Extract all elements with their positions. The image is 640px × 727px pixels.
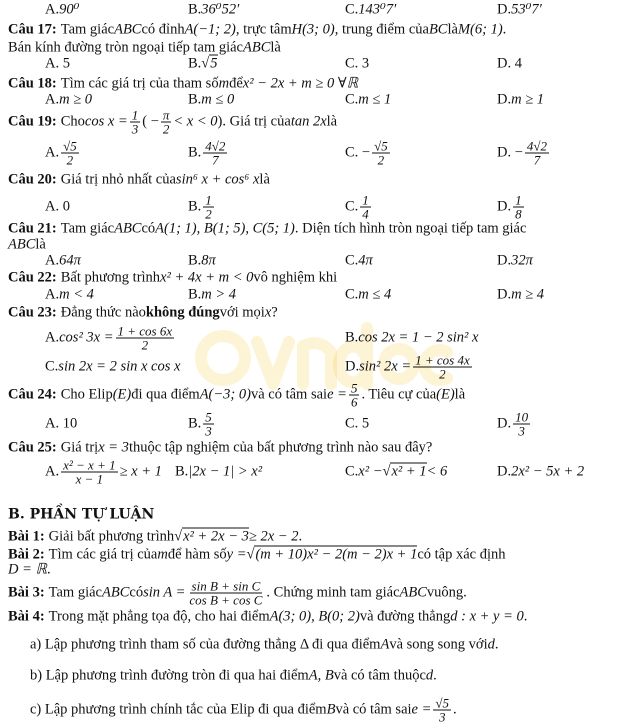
- question: [8, 109, 634, 136]
- math-expression: ABC: [243, 39, 271, 56]
- math-expression: m ≤ 1: [358, 91, 392, 108]
- math-expression: H(3; 0): [291, 21, 335, 38]
- answer-option[interactable]: [188, 92, 234, 109]
- math-expression: e =: [327, 386, 347, 403]
- text: C.: [345, 252, 359, 269]
- question: [8, 305, 634, 322]
- text: Tìm các giá trị của tham số: [60, 75, 219, 92]
- text: để hàm số: [167, 546, 227, 563]
- text: , trực tâm: [235, 21, 292, 38]
- fraction: [433, 697, 451, 724]
- answer-option[interactable]: [45, 199, 70, 216]
- math-expression: sin⁶ x + cos⁶ x: [175, 171, 260, 188]
- fraction: [372, 140, 390, 167]
- denominator: x − 1: [75, 471, 104, 487]
- text: đi qua điểm: [131, 386, 200, 403]
- question-label: Câu 18:: [8, 75, 57, 92]
- square-root: [201, 56, 217, 73]
- text: A. 0: [45, 198, 70, 215]
- text: A. 10: [45, 415, 78, 432]
- answer-option[interactable]: [188, 194, 216, 221]
- text: D.: [497, 91, 512, 108]
- text: và có tâm sai: [250, 386, 328, 403]
- answer-option[interactable]: [345, 354, 474, 381]
- numerator: 1: [205, 192, 212, 208]
- denominator: 7: [212, 152, 219, 168]
- text: và có tâm thuộc: [333, 667, 426, 684]
- math-expression: d : x + y = 0: [450, 608, 524, 625]
- denominator: 2: [439, 366, 446, 382]
- math-expression: d: [425, 667, 434, 684]
- numerator: 1: [515, 192, 522, 208]
- math-expression: x² − 2x + m ≥ 0 ∀ℝ: [242, 75, 359, 92]
- text: Tam giác: [48, 584, 102, 601]
- question-label: Bài 2:: [8, 546, 45, 563]
- question: [8, 440, 634, 457]
- text: Tam giác: [60, 21, 115, 38]
- math-expression: x² + 4x + m < 0: [160, 269, 254, 286]
- numerator: 5: [350, 380, 358, 396]
- text: là: [259, 171, 270, 188]
- math-expression: ABC: [8, 236, 36, 253]
- fraction: [187, 580, 264, 607]
- text: và có tâm sai: [335, 701, 412, 718]
- answer-option[interactable]: [188, 287, 236, 304]
- numerator: 1: [131, 107, 139, 123]
- answer-option[interactable]: [345, 194, 373, 221]
- text: a) Lập phương trình tham số của đường thẳng Δ đi qua điểm: [30, 636, 381, 653]
- text: B.: [188, 286, 202, 303]
- math-expression: sin² 2x =: [359, 358, 412, 375]
- denominator: 3: [438, 709, 446, 725]
- text: .: [523, 608, 528, 625]
- text: là: [326, 113, 338, 130]
- radicand: 5: [210, 55, 218, 72]
- sub-question: [30, 637, 634, 654]
- answer-option[interactable]: [345, 2, 396, 19]
- numerator: x² − x + 1: [63, 457, 116, 473]
- math-expression: 32π: [511, 252, 533, 269]
- text: . Diện tích hình tròn ngoại tiếp tam giác: [294, 220, 527, 237]
- denominator: 4: [362, 206, 369, 222]
- sub-question: [30, 668, 634, 685]
- text: Tam giác: [60, 220, 115, 237]
- math-expression: 143⁰7′: [358, 1, 397, 18]
- question: [8, 580, 634, 607]
- math-expression: x: [264, 304, 272, 321]
- question-label: Câu 22:: [8, 269, 57, 286]
- answer-option[interactable]: [497, 194, 526, 221]
- text: D. 4: [497, 55, 522, 72]
- bold-text: không đúng: [145, 304, 220, 321]
- question: [8, 40, 634, 57]
- logo-letter-n-shape: [303, 343, 331, 384]
- text: ?: [271, 304, 278, 321]
- text: D.: [497, 415, 512, 432]
- text: Giải bất phương trình: [48, 528, 175, 545]
- question-label: Câu 25:: [8, 439, 57, 456]
- text: là: [447, 21, 458, 38]
- denominator: cos B + cos C: [189, 592, 263, 608]
- text: . Tiêu cự của: [361, 386, 437, 403]
- text: để: [229, 75, 243, 92]
- math-expression: D = ℝ: [8, 561, 47, 578]
- text: Đẳng thức nào: [60, 304, 146, 321]
- text: B.: [188, 198, 202, 215]
- numerator: 1 + cos 6x: [117, 323, 173, 339]
- text: C.: [345, 91, 359, 108]
- math-expression: A(−1; 2): [184, 21, 236, 38]
- question: [8, 562, 634, 579]
- numerator: π: [162, 107, 170, 123]
- numerator: sin B + sin C: [191, 578, 261, 594]
- math-expression: 36⁰52′: [201, 1, 240, 18]
- sub-question: [30, 697, 634, 724]
- numerator: √5: [435, 695, 450, 711]
- math-expression: ≥ 2x − 2: [248, 528, 299, 545]
- math-expression: < 6: [426, 463, 448, 480]
- question-label: Câu 21:: [8, 220, 57, 237]
- answer-option[interactable]: [45, 359, 180, 376]
- text: C.: [345, 198, 359, 215]
- answer-option[interactable]: [345, 330, 478, 347]
- text: là: [270, 39, 281, 56]
- math-expression: d: [487, 636, 495, 653]
- answer-option[interactable]: [45, 92, 92, 109]
- answer-option[interactable]: [345, 253, 373, 270]
- math-expression: sin A =: [143, 584, 186, 601]
- fraction: [61, 459, 117, 486]
- math-expression: m ≥ 0: [59, 91, 93, 108]
- text: Giá trị nhỏ nhất của: [60, 171, 176, 188]
- text: C.: [345, 463, 359, 480]
- math-expression: ABC: [114, 21, 142, 38]
- answer-option[interactable]: [175, 464, 262, 481]
- fraction: [203, 140, 227, 167]
- section-heading: B. PHẦN TỰ LUẬN: [8, 506, 155, 523]
- text: A.: [45, 286, 60, 303]
- numerator: 10: [515, 409, 529, 425]
- question: [8, 529, 634, 546]
- math-expression: ABC: [399, 584, 427, 601]
- text: A.: [45, 463, 60, 480]
- text: Giá trị: [60, 439, 99, 456]
- math-expression: 2x² − 5x + 2: [511, 463, 585, 480]
- radical-sign: √: [201, 55, 210, 72]
- text: A.: [45, 91, 60, 108]
- text: và song song với: [389, 636, 488, 653]
- math-expression: sin 2x = 2 sin x cos x: [58, 358, 181, 375]
- text: .: [433, 667, 437, 684]
- numerator: 4√2: [526, 138, 548, 154]
- question: [8, 382, 634, 409]
- text: ( −: [142, 113, 159, 130]
- question-label: Câu 23:: [8, 304, 57, 321]
- text: vô nghiệm khi: [253, 269, 338, 286]
- answer-option[interactable]: [345, 416, 369, 433]
- question: [8, 609, 634, 626]
- text: Tìm các giá trị của: [48, 546, 158, 563]
- denominator: 3: [131, 121, 139, 137]
- radicand: x² + 2x − 3: [183, 528, 249, 545]
- math-expression: A(3; 0), B(0; 2): [269, 608, 360, 625]
- text: D. −: [497, 144, 523, 161]
- text: C. 5: [345, 415, 370, 432]
- question-label: Câu 20:: [8, 171, 57, 188]
- math-expression: B: [326, 701, 336, 718]
- math-expression: A, B: [308, 667, 334, 684]
- math-expression: m > 4: [201, 286, 237, 303]
- question-label: Câu 19:: [8, 113, 57, 130]
- text: .: [453, 701, 457, 718]
- text: B.: [188, 91, 202, 108]
- text: b) Lập phương trình đường tròn đi qua hai điểm: [30, 667, 309, 684]
- radicand: (m + 10)x² − 2(m − 2)x + 1: [255, 546, 418, 563]
- fraction: [513, 194, 524, 221]
- fraction: [130, 109, 141, 136]
- text: , trung điểm của: [334, 21, 429, 38]
- numerator: √5: [63, 138, 77, 154]
- question: [8, 22, 634, 39]
- answer-option[interactable]: [497, 2, 542, 19]
- text: Trong mặt phẳng tọa độ, cho hai điểm: [48, 608, 270, 625]
- numerator: 1: [362, 192, 369, 208]
- math-expression: BC: [428, 21, 448, 38]
- question: [8, 270, 634, 287]
- text: .: [502, 21, 507, 38]
- text: Cho: [60, 113, 85, 130]
- fraction: [513, 411, 530, 438]
- denominator: 2: [162, 121, 170, 137]
- text: ). Giá trị của: [217, 113, 291, 130]
- math-expression: < x < 0: [173, 113, 218, 130]
- text: với mọi: [219, 304, 265, 321]
- answer-option[interactable]: [497, 56, 522, 73]
- answer-option[interactable]: [188, 253, 216, 270]
- answer-option[interactable]: [188, 411, 216, 438]
- math-expression: 4π: [358, 252, 373, 269]
- math-expression: cos² 3x =: [59, 329, 114, 346]
- question-label: Bài 1:: [8, 528, 45, 545]
- question-label: Bài 4:: [8, 608, 45, 625]
- math-expression: cos x =: [84, 113, 128, 130]
- text: A.: [45, 144, 60, 161]
- text: D.: [497, 198, 512, 215]
- radical-sign: √: [246, 546, 255, 563]
- text: có tập xác định: [417, 546, 506, 563]
- denominator: 2: [66, 152, 74, 168]
- math-expression: |2x − 1| > x²: [188, 463, 263, 480]
- fraction: [349, 382, 360, 409]
- math-expression: m ≥ 4: [511, 286, 545, 303]
- math-expression: (E): [112, 386, 132, 403]
- text: D.: [497, 1, 512, 18]
- text: D.: [345, 358, 360, 375]
- text: .: [47, 561, 51, 578]
- answer-option[interactable]: [188, 140, 229, 167]
- text: B.: [188, 1, 202, 18]
- text: và đường thẳng: [359, 608, 451, 625]
- answer-option[interactable]: [188, 2, 239, 19]
- answer-option[interactable]: [45, 325, 176, 352]
- question: [8, 76, 634, 93]
- denominator: 3: [205, 423, 212, 439]
- math-expression: ABC: [114, 220, 142, 237]
- text: D.: [497, 463, 512, 480]
- math-expression: m: [218, 75, 230, 92]
- math-expression: 8π: [201, 252, 216, 269]
- logo-letter-v-shape: [257, 342, 289, 384]
- text: A. 5: [45, 55, 70, 72]
- denominator: 2: [377, 152, 385, 168]
- fraction: [161, 109, 172, 136]
- math-expression: m ≥ 1: [511, 91, 545, 108]
- math-expression: M(6; 1): [457, 21, 503, 38]
- answer-option[interactable]: [345, 92, 391, 109]
- text: D.: [497, 252, 512, 269]
- answer-option[interactable]: [345, 464, 447, 481]
- answer-option[interactable]: [345, 287, 391, 304]
- math-expression: A(1; 1), B(1; 5), C(5; 1): [155, 220, 295, 237]
- answer-option[interactable]: [45, 459, 162, 486]
- fraction: [360, 194, 371, 221]
- answer-option[interactable]: [497, 287, 544, 304]
- denominator: 7: [533, 152, 541, 168]
- text: .: [298, 528, 303, 545]
- text: A.: [45, 329, 60, 346]
- math-expression: 90⁰: [59, 1, 80, 18]
- radical-sign: √: [382, 463, 391, 480]
- text: là: [454, 386, 466, 403]
- text: có: [141, 220, 156, 237]
- answer-option[interactable]: [497, 253, 533, 270]
- answer-option[interactable]: [45, 140, 81, 167]
- text: C. −: [345, 144, 371, 161]
- answer-option[interactable]: [345, 56, 369, 73]
- math-expression: x² −: [358, 463, 383, 480]
- math-expression: ABC: [102, 584, 130, 601]
- text: B.: [175, 463, 189, 480]
- numerator: 1 + cos 4x: [415, 352, 470, 368]
- text: Bán kính đường tròn ngoại tiếp tam giác: [8, 39, 243, 56]
- mascot-head-shape: [201, 336, 245, 380]
- text: B.: [188, 252, 202, 269]
- answer-option[interactable]: [45, 416, 77, 433]
- numerator: 4√2: [205, 138, 226, 154]
- math-expression: tan 2x: [290, 113, 327, 130]
- denominator: 3: [518, 423, 525, 439]
- question: [8, 221, 634, 238]
- fraction: [116, 325, 175, 352]
- math-expression: (E): [436, 386, 455, 403]
- math-expression: A: [380, 636, 390, 653]
- numerator: √5: [374, 138, 388, 154]
- text: là: [35, 236, 46, 253]
- answer-option[interactable]: [497, 411, 532, 438]
- question-label: Câu 17:: [8, 21, 57, 38]
- answer-option[interactable]: [45, 253, 81, 270]
- math-expression: x = 3: [98, 439, 129, 456]
- text: D.: [497, 286, 512, 303]
- answer-option[interactable]: [345, 140, 392, 167]
- fraction: [525, 140, 549, 167]
- radical-sign: √: [174, 528, 183, 545]
- math-expression: 53⁰7′: [511, 1, 542, 18]
- denominator: 8: [515, 206, 522, 222]
- square-root: [174, 529, 249, 546]
- answer-option[interactable]: [45, 2, 79, 19]
- answer-option[interactable]: [497, 140, 551, 167]
- text: vuông.: [426, 584, 467, 601]
- text: B.: [188, 144, 202, 161]
- text: Cho Elip: [60, 386, 113, 403]
- question: [8, 237, 634, 254]
- math-expression: m < 4: [59, 286, 94, 303]
- answer-option[interactable]: [497, 464, 584, 481]
- question-label: Bài 3:: [8, 584, 45, 601]
- math-expression: A(−3; 0): [199, 386, 251, 403]
- text: có: [129, 584, 144, 601]
- text: . Chứng minh tam giác: [266, 584, 400, 601]
- answer-option[interactable]: [497, 92, 544, 109]
- denominator: 2: [141, 337, 149, 353]
- answer-option[interactable]: [188, 56, 218, 73]
- math-expression: ≥ x + 1: [119, 463, 162, 480]
- text: B.: [188, 55, 202, 72]
- fraction: [413, 354, 472, 381]
- answer-option[interactable]: [45, 56, 70, 73]
- text: c) Lập phương trình chính tắc của Elip đi qua điểm: [30, 701, 327, 718]
- text: B.: [188, 415, 202, 432]
- text: C.: [45, 358, 59, 375]
- fraction: [61, 140, 79, 167]
- radicand: x² + 1: [391, 463, 427, 480]
- fraction: [203, 411, 214, 438]
- text: C.: [345, 1, 359, 18]
- math-expression: m ≤ 0: [201, 91, 235, 108]
- text: C. 3: [345, 55, 370, 72]
- text: C.: [345, 286, 359, 303]
- math-expression: y =: [226, 546, 247, 563]
- text: B.: [345, 329, 359, 346]
- numerator: 5: [205, 409, 212, 425]
- denominator: 2: [205, 206, 212, 222]
- math-expression: m: [157, 546, 168, 563]
- text: Bất phương trình: [60, 269, 161, 286]
- answer-option[interactable]: [45, 287, 94, 304]
- question-label: Câu 24:: [8, 386, 57, 403]
- text: có đỉnh: [141, 21, 185, 38]
- text: A.: [45, 252, 60, 269]
- text: .: [494, 636, 499, 653]
- fraction: [203, 194, 214, 221]
- math-expression: m ≤ 4: [358, 286, 392, 303]
- denominator: 6: [350, 394, 358, 410]
- question: [8, 172, 634, 189]
- math-expression: 64π: [59, 252, 81, 269]
- text: A.: [45, 1, 60, 18]
- math-expression: e =: [411, 701, 432, 718]
- text: thuộc tập nghiệm của bất phương trình nào sau đây?: [128, 439, 433, 456]
- square-root: [383, 464, 427, 481]
- math-expression: cos 2x = 1 − 2 sin² x: [358, 329, 479, 346]
